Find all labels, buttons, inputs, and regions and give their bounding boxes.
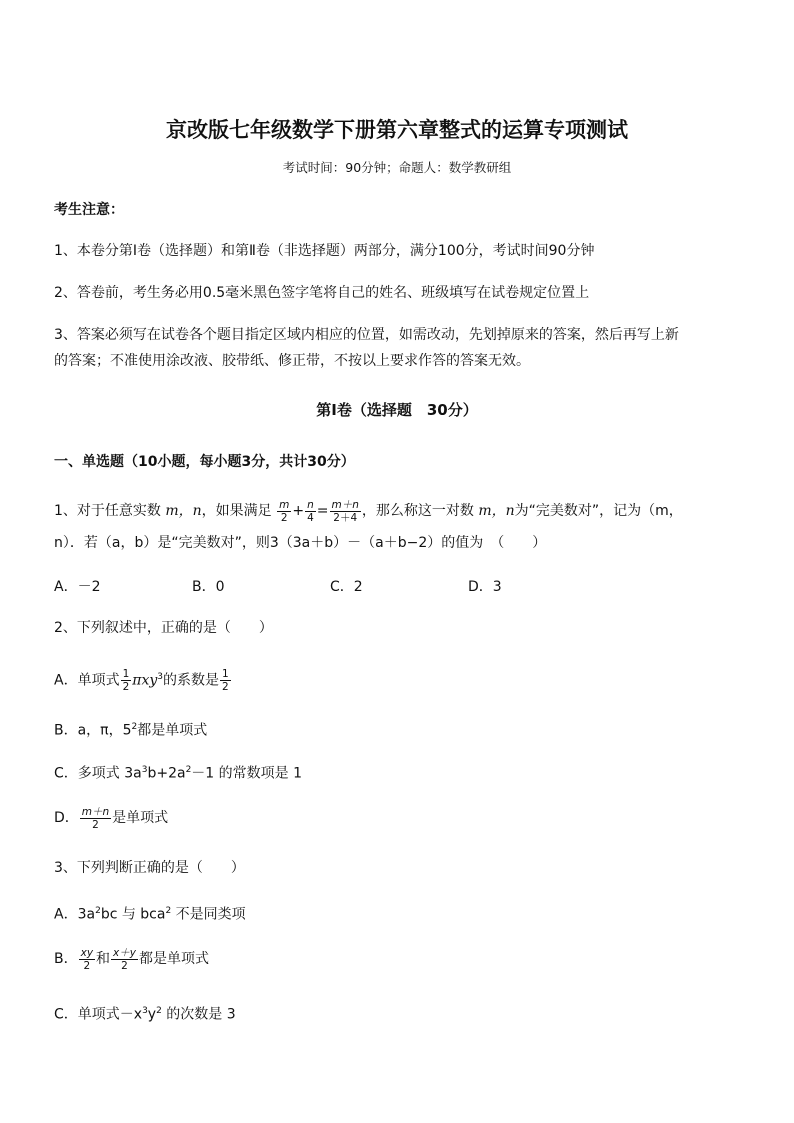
q3-a-prefix: A．3a	[54, 906, 96, 923]
q2-d-tail: 是单项式	[112, 810, 169, 826]
q1-option-b[interactable]: B．0	[192, 579, 225, 595]
q3-option-a[interactable]	[54, 901, 246, 925]
q1-tail: 为“完美数对”，记为（m，	[514, 503, 683, 519]
equals-sign: =	[316, 503, 329, 519]
q1-vars-2: m，n	[478, 503, 515, 519]
q3-b-frac1: $\frac{xy}{2}$	[80, 946, 94, 972]
q3-a-mid: bc 与 bca	[100, 906, 166, 923]
q3-option-b[interactable]	[54, 946, 209, 972]
q2-b-exp: 2	[131, 722, 138, 732]
q3-b-tail: 都是单项式	[138, 951, 209, 967]
q2-option-d[interactable]	[54, 805, 168, 831]
q1-frac-m-2: $\frac{m}{2}$	[279, 498, 290, 524]
q2-a-mid: 的系数是	[163, 672, 220, 689]
q1-line1	[54, 498, 683, 524]
q2-option-b[interactable]	[54, 717, 207, 741]
q1-option-c[interactable]: C．2	[330, 579, 363, 595]
page-title: 京改版七年级数学下册第六章整式的运算专项测试	[166, 117, 628, 142]
q2-stem: 2、下列叙述中，正确的是（ ）	[54, 620, 273, 636]
q3-a-tail: 不是同类项	[171, 906, 246, 923]
notice-heading: 考生注意：	[54, 202, 124, 218]
q1-vars: m，n	[165, 503, 202, 519]
q2-c-exp1: 3	[141, 765, 148, 775]
q3-b-and: 和	[96, 951, 111, 967]
q3-b-prefix: B．	[54, 951, 78, 967]
q1-option-d[interactable]: D．3	[468, 579, 502, 595]
q2-a-expr: πxy	[132, 672, 158, 689]
q1-prefix: 1、对于任意实数	[54, 503, 161, 519]
notice-item-1: 1、本卷分第Ⅰ卷（选择题）和第Ⅱ卷（非选择题）两部分，满分100分，考试时间90分钟	[54, 243, 595, 259]
q1-frac-sum: $\frac{m+n}{2+4}$	[331, 498, 359, 524]
q1-eq-tail: ，那么称这一对数	[361, 503, 474, 519]
q3-option-c[interactable]	[54, 1001, 236, 1025]
q2-a-answer-frac: $\frac{1}{2}$	[222, 668, 229, 694]
q1-frac-n-4: $\frac{n}{4}$	[307, 498, 314, 524]
q1-mid: ，如果满足	[201, 503, 272, 519]
q3-b-frac2: $\frac{x+y}{2}$	[113, 946, 136, 972]
q2-b-text: B．a，π，5	[54, 722, 132, 739]
q2-option-c[interactable]	[54, 760, 302, 784]
q2-a-exp: 3	[157, 672, 164, 682]
q1-line2: n）．若（a，b）是“完美数对”，则3（3a＋b）－（a＋b−2）的值为 （ ）	[54, 535, 547, 551]
q3-c-exp2: 2	[156, 1006, 162, 1016]
q3-c-tail: 的次数是 3	[161, 1006, 236, 1023]
part1-heading: 第Ⅰ卷（选择题 30分）	[316, 401, 478, 419]
q2-c-exp2: 2	[185, 765, 192, 775]
q2-a-frac: $\frac{1}{2}$	[122, 668, 130, 694]
q3-c-mid: y	[147, 1006, 157, 1023]
q3-stem: 3、下列判断正确的是（ ）	[54, 860, 245, 876]
q2-c-tail: －1 的常数项是 1	[191, 765, 303, 782]
q2-d-prefix: D．	[54, 810, 79, 826]
q3-c-prefix: C．单项式－x	[54, 1006, 143, 1023]
q3-a-exp2: 2	[165, 906, 172, 916]
q1-option-a[interactable]: A．－2	[54, 579, 101, 595]
section-heading: 一、单选题（10小题，每小题3分，共计30分）	[54, 454, 355, 470]
q2-b-tail: 都是单项式	[137, 722, 208, 739]
q2-a-prefix: A．单项式	[54, 672, 120, 689]
notice-item-2: 2、答卷前，考生务必用0.5毫米黑色签字笔将自己的姓名、班级填写在试卷规定位置上	[54, 285, 590, 301]
page-subtitle: 考试时间：90分钟；命题人：数学教研组	[282, 160, 512, 175]
q3-c-exp1: 3	[142, 1006, 148, 1016]
notice-item-3-line1: 3、答案必须写在试卷各个题目指定区域内相应的位置，如需改动，先划掉原来的答案，然后再写上新	[54, 327, 679, 343]
q2-c-prefix: C．多项式 3a	[54, 765, 142, 782]
q2-option-a[interactable]	[54, 664, 232, 694]
q2-d-frac: $\frac{m+n}{2}$	[81, 805, 110, 831]
q3-a-exp1: 2	[95, 906, 101, 916]
q2-c-mid: b+2a	[147, 765, 186, 782]
notice-item-3-line2: 的答案；不准使用涂改液、胶带纸、修正带，不按以上要求作答的答案无效。	[54, 353, 530, 369]
plus-sign: +	[292, 503, 305, 519]
